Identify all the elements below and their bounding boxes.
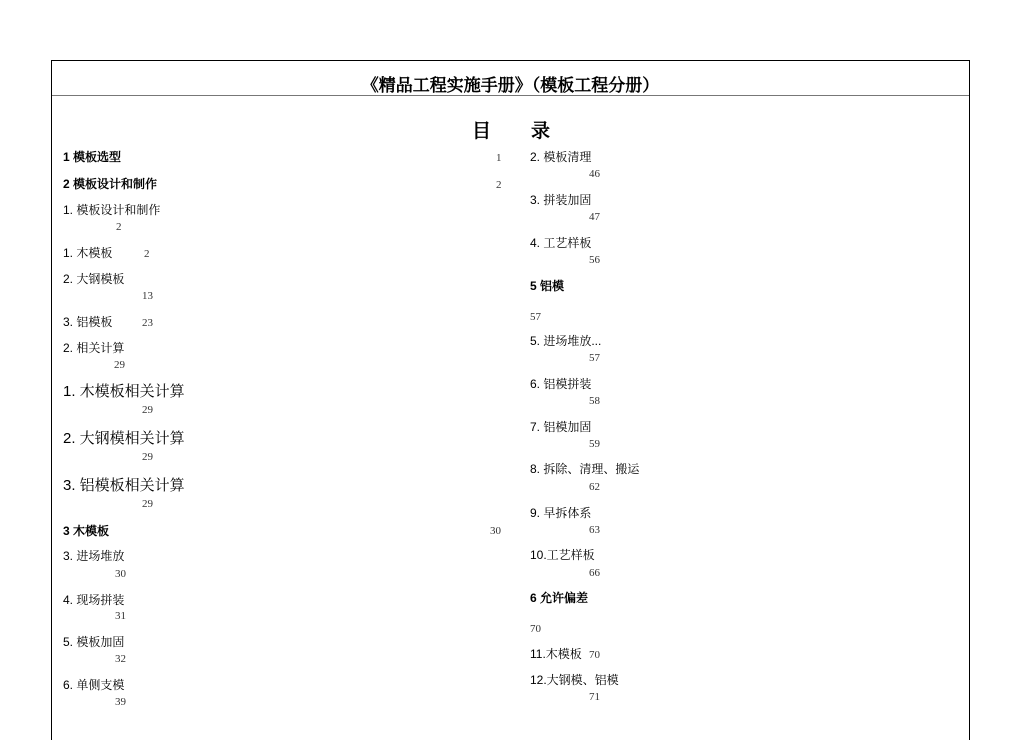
toc-entry-label: 3. 铝模板相关计算	[63, 477, 185, 494]
toc-entry-page: 57	[530, 311, 541, 323]
toc-entry-label: 1. 木模板	[63, 246, 113, 260]
toc-entry-page: 57	[589, 352, 600, 364]
toc-entry-label: 10.工艺样板	[530, 548, 595, 562]
toc-entry-page: 70	[589, 649, 600, 661]
toc-entry-label: 6 允许偏差	[530, 591, 589, 605]
toc-entry-page: 62	[589, 481, 600, 493]
toc-entry-label: 5 铝模	[530, 279, 565, 293]
toc-entry-page: 2	[496, 179, 502, 191]
toc-entry-label: 8. 拆除、清理、搬运	[530, 462, 640, 476]
toc-entry-page: 66	[589, 567, 600, 579]
toc-entry-label: 9. 早拆体系	[530, 506, 592, 520]
toc-entry-label: 3. 拼装加固	[530, 193, 592, 207]
toc-entry-page: 47	[589, 211, 600, 223]
toc-entry-page: 23	[142, 317, 153, 329]
page-frame	[51, 60, 970, 740]
toc-heading-left: 目	[472, 121, 492, 142]
toc-entry-page: 2	[116, 221, 122, 233]
toc-entry-page: 30	[490, 525, 501, 537]
toc-entry-page: 29	[114, 359, 125, 371]
toc-entry-page: 56	[589, 254, 600, 266]
toc-entry-page: 30	[115, 568, 126, 580]
toc-entry-page: 63	[589, 524, 600, 536]
toc-entry-label: 2. 相关计算	[63, 341, 125, 355]
toc-entry-label: 3. 进场堆放	[63, 549, 125, 563]
toc-entry-label: 2 模板设计和制作	[63, 177, 158, 191]
toc-heading-right: 录	[531, 121, 551, 142]
toc-entry-label: 4. 工艺样板	[530, 236, 592, 250]
toc-entry-page: 31	[115, 610, 126, 622]
toc-entry-page: 1	[496, 152, 502, 164]
title-bar	[52, 61, 969, 96]
toc-entry-label: 1. 模板设计和制作	[63, 203, 161, 217]
toc-entry-label: 2. 大钢模板	[63, 272, 125, 286]
toc-entry-label: 5. 进场堆放...	[530, 334, 602, 348]
toc-entry-page: 58	[589, 395, 600, 407]
toc-entry-page: 29	[142, 451, 153, 463]
toc-entry-label: 11.木模板	[530, 647, 582, 661]
toc-entry-page: 39	[115, 696, 126, 708]
toc-entry-label: 12.大钢模、铝模	[530, 673, 619, 687]
toc-entry-label: 1 模板选型	[63, 150, 122, 164]
toc-entry-label: 4. 现场拼装	[63, 593, 125, 607]
toc-entry-page: 13	[142, 290, 153, 302]
toc-entry-label: 7. 铝模加固	[530, 420, 592, 434]
document-title: 《精品工程实施手册》（模板工程分册）	[361, 76, 660, 95]
toc-entry-page: 29	[142, 498, 153, 510]
toc-entry-page: 2	[144, 248, 150, 260]
toc-entry-label: 3. 铝模板	[63, 315, 113, 329]
toc-entry-label: 2. 大钢模相关计算	[63, 430, 185, 447]
toc-entry-label: 5. 模板加固	[63, 635, 125, 649]
toc-entry-page: 71	[589, 691, 600, 703]
toc-entry-page: 70	[530, 623, 541, 635]
toc-entry-label: 3 木模板	[63, 524, 110, 538]
toc-entry-page: 29	[142, 404, 153, 416]
toc-entry-label: 6. 单侧支模	[63, 678, 125, 692]
toc-entry-label: 2. 模板清理	[530, 150, 592, 164]
toc-entry-page: 46	[589, 168, 600, 180]
toc-entry-label: 1. 木模板相关计算	[63, 383, 185, 400]
toc-entry-label: 6. 铝模拼装	[530, 377, 592, 391]
toc-entry-page: 59	[589, 438, 600, 450]
toc-entry-page: 32	[115, 653, 126, 665]
